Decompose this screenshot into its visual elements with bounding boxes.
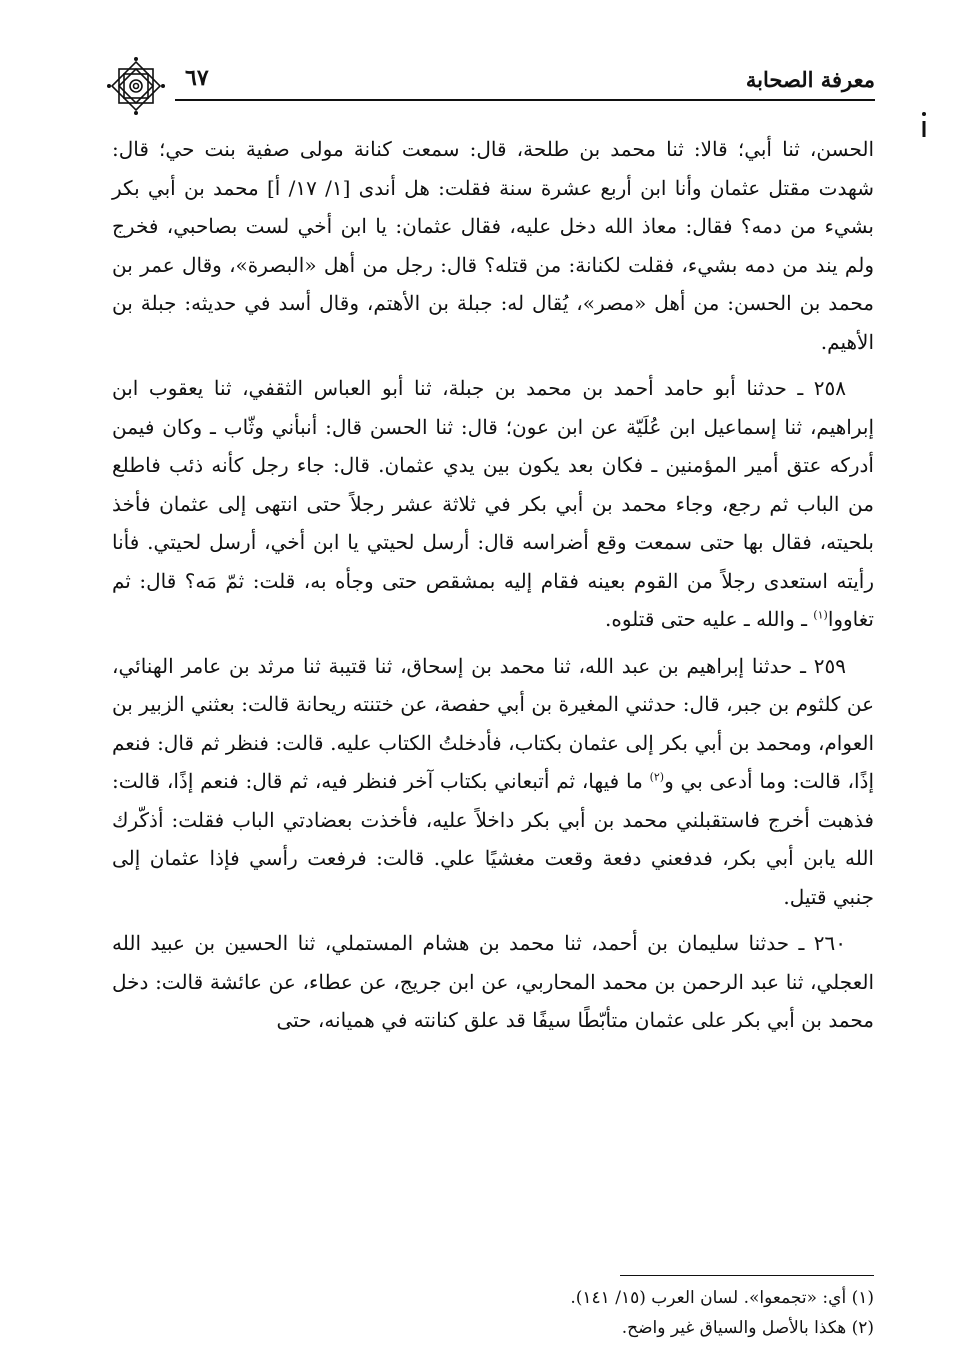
page-header [95,55,875,105]
page-number: ٦٧ [185,65,209,91]
footnote-divider [620,1275,874,1276]
hadith-259-text: ٢٥٩ ـ حدثنا إبراهيم بن عبد الله، ثنا محمد بن إسحاق، ثنا قتيبة ثنا مرثد بن عامر الهنائي، عن كلثوم بن جبر، قال: حدثني المغيرة بن أبي حفصة، عن ختنته ريحانة قالت: بعثني الزبير بن العوام، ومحمد بن أبي بكر إلى عثمان بكتاب، فأدخلتُ الكتاب عليه. قالت: فنظر ثم قال: فنعم إذًا، قالت: وما أدعى بي و [112,653,875,793]
hadith-258-text: ٢٥٨ ـ حدثنا أبو حامد أحمد بن محمد بن جبلة، ثنا أبو العباس الثقفي، ثنا يعقوب ابن إبراهيم، ثنا إسماعيل ابن عُلَيّة عن ابن عون؛ قال: ثنا الحسن قال: أنبأني وثّاب ـ وكان فيمن أدركه عتق أمير المؤمنين ـ فكان بعد يكون بين يدي عثمان. قال: جاء رجل كأنه ذئب فاطلع من الباب ثم رجع، وجاء محمد بن أبي بكر في ثلاثة عشر رجلاً حتى انتهى إلى عثمان فأخذ بلحيته، فقال بها حتى سمعت وقع أضراسه قال: أرسل لحيتي يا ابن أخي، أرسل لحيتي. فأنا رأيته استعدى رجلاً من القوم بعينه فقام إليه بمشقص حتى وجأه به، قلت: ثمّ مَه؟ قال: ثم تغاووا [112,376,874,631]
paragraph-continuation: الحسن، ثنا أبي؛ قالا: ثنا محمد بن طلحة، قال: سمعت كنانة مولى صفية بنت حي؛ قال: شهدت مقتل عثمان وأنا ابن أربع عشرة سنة فقلت: هل أندى [١/ ١٧/ أ] محمد بن أبي بكر بشيء من دمه؟ فقال: معاذ الله دخل عليه، فقال عثمان: يا ابن أخي لست بصاحبي، فخرج ولم يند من دمه بشيء، فقلت لكنانة: من قتله؟ قال: رجل من أهل «البصرة»، وقال عمر بن محمد بن الحسن: من أهل «مصر»، يُقال له: جبلة بن الأهتم، وقال أسد في حديثه: جبلة بن الأهيم. [112,137,874,354]
hadith-258-text-end: ـ والله ـ عليه حتى قتلوه. [605,607,814,631]
footnote-ref-1: (١) [813,608,828,622]
footnote-2: (٢) هكذا بالأصل والسياق غير واضح. [621,1318,874,1338]
hadith-258 [112,369,874,639]
hadith-260: ٢٦٠ ـ حدثنا سليمان بن أحمد، ثنا محمد بن هشام المستملي، ثنا الحسين بن عبيد الله العجلي، ثنا عبد الرحمن بن محمد المحاربي، عن ابن جريج، عن عطاء، عن عائشة قالت: دخل محمد بن أبي بكر على عثمان متأبّطًا سيفًا قد علق كنانته في هميانه، حتى [112,931,874,1032]
footnotes [112,1283,874,1343]
hadith-259-text-end: ما فيها، ثم أتبعاني بكتاب آخر فنظر فيه، ثم قال: فنعم إذًا، قالت: فذهبت أخرج فاستقبلني محمد بن أبي بكر داخلاً عليه، فأخذت بعضادتي الباب فقلت: أذكّرك الله يابن أبي بكر، فدفعني دفعة وقعت مغشيًا علي. قالت: فرفعت رأسي فإذا عثمان إلى جنبي قتيل. [112,769,874,909]
hadith-259 [112,647,874,917]
footnote-1: (١) أي: «تجمعوا». لسان العرب (١٥/ ١٤١). [570,1288,874,1308]
footnote-ref-2: (٢) [649,770,665,784]
main-text [112,130,874,1048]
octagram-ornament-icon [105,55,167,117]
running-title: معرفة الصحابة [745,67,875,92]
margin-mark-icon [918,110,930,140]
header-divider [175,99,875,101]
